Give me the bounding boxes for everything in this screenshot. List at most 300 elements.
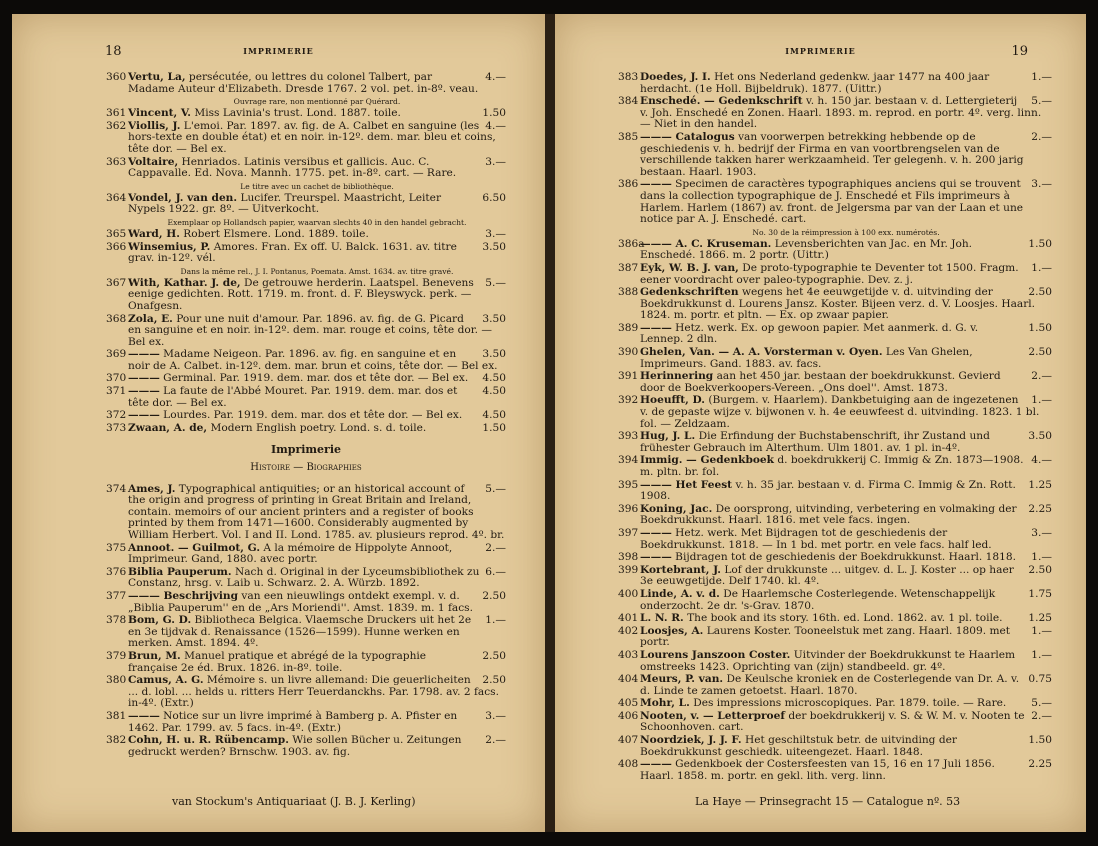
book-gutter (545, 14, 555, 832)
entry-author: Vincent, V. (128, 107, 191, 120)
entry-author: Vertu, La, (128, 71, 186, 83)
entry-author: Hoeufft, D. (640, 394, 705, 407)
entry-price: 4.— (485, 119, 506, 132)
catalogue-entry (106, 278, 506, 313)
catalogue-entry (618, 287, 1052, 322)
entry-text (640, 674, 1052, 697)
entry-price: 2.25 (1028, 758, 1052, 771)
entry-author: Linde, A. v. d. (640, 587, 720, 600)
entry-price: 2.— (485, 734, 506, 747)
entry-number: 383 (618, 71, 639, 83)
entry-price: 3.50 (482, 240, 506, 253)
catalogue-entry (106, 108, 506, 120)
entry-number: 400 (618, 587, 639, 600)
catalogue-entry (618, 179, 1052, 225)
entry-text (640, 613, 1052, 625)
entry-description: Laurens Koster. Tooneelstuk met zang. Haarl. 1809. met portr. (640, 624, 1011, 649)
entry-text (128, 386, 506, 409)
entry-author: Lourens Janszoon Coster. (640, 648, 791, 661)
book-spread (12, 14, 1086, 832)
entry-price: 2.50 (1028, 563, 1052, 576)
catalogue-entries (106, 72, 506, 759)
entry-number: 380 (106, 674, 127, 687)
entry-description: Wie sollen Bücher u. Zeitungen gedruckt werden? Brnschw. 1903. av. fig. (128, 734, 462, 758)
entry-description: Specimen de caractères typographiques anciens qui se trouvent dans la collection typographique de J. Enschedé et Fils imprimeurs à Harlem. Harlem (1867) av. front. de Jelgersma par van der Laan et une notice par A. J. Enschedé. cart. (640, 178, 1024, 226)
entry-author: Camus, A. G. (128, 674, 204, 687)
section-subheading: Histoire — Biographies (250, 462, 362, 474)
entry-author: L. N. R. (640, 612, 684, 625)
entry-text (640, 455, 1052, 478)
entry-price: 4.— (1031, 454, 1052, 467)
catalogue-entry (618, 480, 1052, 503)
catalogue-entry (106, 193, 506, 216)
entry-number: 397 (618, 526, 639, 539)
catalogue-entry (618, 263, 1052, 286)
entry-author: ——— (128, 372, 160, 385)
entry-price: 6.50 (482, 191, 506, 204)
entry-text (128, 567, 506, 590)
catalogue-entry (106, 651, 506, 674)
entry-description: Modern English poetry. Lond. s. d. toile. (210, 421, 427, 434)
catalogue-entry (106, 72, 506, 95)
catalogue-entry (106, 711, 506, 734)
catalogue-entry (618, 528, 1052, 551)
entry-price: 1.— (1031, 551, 1052, 564)
entry-description: aan het 450 jar. bestaan der boekdrukkunst. Gevierd door de Boekverkoopers-Vereen. „Ons doel''. Amst. 1873. (640, 370, 1001, 394)
entry-text (640, 480, 1052, 503)
entry-number: 365 (106, 227, 127, 240)
catalogue-entry (106, 675, 506, 710)
entry-author: With, Kathar. J. de, (128, 276, 241, 289)
entry-text (128, 108, 506, 120)
catalogue-entry (618, 759, 1052, 782)
entry-price: 4.50 (482, 372, 506, 385)
entry-author: Ames, J. (128, 482, 176, 495)
entry-text (128, 278, 506, 313)
entry-text (128, 349, 506, 372)
entry-price: 2.50 (1028, 286, 1052, 299)
entry-price: 2.50 (482, 589, 506, 602)
entry-note: Ouvrage rare, non mentionné par Quérard. (233, 97, 401, 107)
entry-price: 1.50 (1028, 734, 1052, 747)
entry-author: ——— Het Feest (640, 478, 733, 491)
entry-price: 1.— (1031, 624, 1052, 637)
catalogue-entry (106, 484, 506, 542)
entry-description: Miss Lavinia's trust. Lond. 1887. toile. (194, 107, 401, 120)
entry-text (640, 347, 1052, 370)
entry-number: 405 (618, 697, 639, 710)
entry-number: 401 (618, 612, 639, 625)
entry-price: 2.25 (1028, 502, 1052, 515)
entry-description: L'emoi. Par. 1897. av. fig. de A. Calbet en sanguine (les hors-texte en double état) et en noir. in-12º. dem. mar. bleu et coins, tête dor. — Bel ex. (128, 119, 496, 155)
entry-number: 392 (618, 394, 639, 407)
entry-text (128, 72, 506, 95)
entry-text (640, 323, 1052, 346)
entry-number: 370 (106, 372, 127, 385)
entry-description: Hetz. werk. Ex. op gewoon papier. Met aanmerk. d. G. v. Lennep. 2 dln. (640, 321, 979, 346)
entry-text (640, 96, 1052, 131)
catalogue-entry (618, 626, 1052, 649)
entry-price: 5.— (1031, 95, 1052, 108)
entry-description: Lourdes. Par. 1919. dem. mar. dos et tête dor. — Bel ex. (163, 409, 463, 422)
entry-text (128, 373, 506, 385)
entry-text (640, 759, 1052, 782)
entry-number: 389 (618, 321, 639, 334)
catalogue-entry (106, 386, 506, 409)
entry-number: 368 (106, 312, 127, 325)
entry-description: La faute de l'Abbé Mouret. Par. 1919. dem. mar. dos et tête dor. — Bel ex. (128, 385, 458, 409)
entry-price: 3.— (1031, 178, 1052, 191)
entry-price: 0.75 (1028, 673, 1052, 686)
entry-text (640, 735, 1052, 758)
entry-text (128, 157, 506, 180)
entry-description: (Burgem. v. Haarlem). Dankbetuiging aan de ingezetenen v. de gepaste wijze v. bijwonen v. h. 4e eeuwfeest d. uitvinding. 1823. 1 bl. fol. — Zeldzaam. (640, 394, 1040, 430)
entry-price: 1.— (1031, 71, 1052, 83)
entry-number: 393 (618, 430, 639, 443)
entry-price: 2.50 (482, 674, 506, 687)
entry-text (128, 675, 506, 710)
catalogue-entry (106, 543, 506, 566)
entry-description: De proto-typographie te Deventer tot 1500. Fragm. eener voordracht over paleo-typographie. Dev. z. j. (640, 261, 1019, 286)
entry-text (128, 543, 506, 566)
entry-number: 387 (618, 261, 639, 274)
catalogue-entry (618, 735, 1052, 758)
page-footer: La Haye — Prinsegracht 15 — Catalogue nº. 53 (695, 795, 961, 808)
entry-text (640, 565, 1052, 588)
left-page (12, 14, 545, 832)
catalogue-entry (618, 96, 1052, 131)
entry-description: Mémoire s. un livre allemand: Die geuerlicheiten ... d. lobl. ... helds u. ritters Herr Teuerdanckhs. Par. 1798. av. 2 facs. in-4º. (Extr.) (128, 674, 499, 710)
entry-price: 3.50 (1028, 430, 1052, 443)
entry-description: Typographical antiquities; or an historical account of the origin and progress of printing in Great Britain and Ireland, contain. memoirs of our ancient printers and a register of books printed by them from 1471—1600. Considerably augmented by William Herbert. Vol. I and II. Lond. 1785. av. plusieurs reprod. 4º. br. (128, 482, 505, 541)
entry-description: Nach d. Original in der Lyceumsbibliothek zu Constanz, hrsg. v. Laib u. Schwarz. 2. A. Würzb. 1892. (128, 565, 480, 590)
entry-description: Manuel pratique et abrégé de la typographie française 2e éd. Brux. 1826. in-8º. toile. (128, 649, 427, 674)
entry-author: Koning, Jac. (640, 502, 713, 515)
entry-author: Meurs, P. van. (640, 673, 724, 686)
entry-author: ——— (128, 709, 160, 722)
entry-author: Biblia Pauperum. (128, 565, 232, 578)
entry-number: 399 (618, 563, 639, 576)
catalogue-entry (618, 323, 1052, 346)
entry-description: Lof der drukkunste ... uitgev. d. L. J. Koster ... op haer 3e eeuwgetijde. Delf 1740. kl. 4º. (640, 563, 1014, 588)
entry-description: d. boekdrukkerij C. Immig & Zn. 1873—1908. m. pltn. br. fol. (640, 454, 1024, 478)
entry-text (640, 650, 1052, 673)
entry-description: Bibliotheca Belgica. Vlaemsche Druckers uit het 2e en 3e tijdvak d. Renaissance (1526—1599). Hunne werken en merken. Amst. 1894. 4º. (128, 614, 472, 650)
entry-description: De getrouwe herderin. Laatspel. Benevens eenige gedichten. Rott. 1719. m. front. d. F. Bleyswyck. perk. — Onafgesn. (128, 276, 474, 312)
entry-number: 394 (618, 454, 639, 467)
entry-description: wegens het 4e eeuwgetijde v. d. uitvinding der Boekdrukkunst d. Lourens Jansz. Koster. Bijeen verz. d. V. Loosjes. Haarl. 1824. m. portr. et pltn. — Ex. op zwaar papier. (640, 286, 1036, 322)
entry-price: 1.25 (1028, 478, 1052, 491)
entry-description: Bijdragen tot de geschiedenis der Boekdrukkunst. Haarl. 1818. (675, 551, 1016, 564)
entry-description: Pour une nuit d'amour. Par. 1896. av. fig. de G. Picard en sanguine et en noir. in-12º. dem. mar. rouge et coins, tête dor. — Bel ex. (128, 312, 492, 348)
entry-text (128, 229, 506, 241)
entry-price: 5.— (485, 482, 506, 495)
entry-author: Eyk, W. B. J. van, (640, 261, 739, 274)
entry-text (640, 263, 1052, 286)
entry-note: Le titre avec un cachet de bibliothèque. (240, 181, 394, 191)
entry-description: Germinal. Par. 1919. dem. mar. dos et tête dor. — Bel ex. (163, 372, 469, 385)
entry-price: 1.— (1031, 394, 1052, 407)
entry-price: 3.— (485, 227, 506, 240)
entry-number: 404 (618, 673, 639, 686)
section-heading: Imprimerie (270, 443, 342, 457)
entry-description: Die Erfindung der Buchstabenschrift, ihr Zustand und frühester Gebrauch im Alterthum. Ulm 1801. av. 1 pl. in-4º. (640, 430, 990, 454)
catalogue-entries (618, 72, 1052, 783)
entry-number: 362 (106, 119, 127, 132)
entry-author: Winsemius, P. (128, 240, 211, 253)
entry-text (640, 552, 1052, 564)
entry-author: ——— (640, 178, 672, 191)
entry-price: 2.— (485, 541, 506, 554)
entry-text (128, 121, 506, 156)
entry-author: Doedes, J. I. (640, 71, 711, 83)
entry-number: 391 (618, 370, 639, 383)
entry-author: Voltaire, (128, 155, 179, 168)
entry-text (640, 431, 1052, 454)
entry-price: 3.— (485, 155, 506, 168)
catalogue-entry (618, 674, 1052, 697)
entry-description: De Keulsche kroniek en de Costerlegende van Dr. A. v. d. Linde te zamen getoetst. Haarl. 1870. (640, 673, 1020, 697)
entry-text (640, 72, 1052, 95)
entry-description: van een nieuwlings ontdekt exempl. v. d. „Biblia Pauperum'' en de „Ars Moriendi''. Amst. 1839. m. 1 facs. (128, 589, 473, 614)
entry-description: Henriados. Latinis versibus et gallicis. Auc. C. Cappavalle. Ed. Nova. Mannh. 1775. pet. in-8º. cart. — Rare. (128, 155, 457, 180)
catalogue-entry (618, 431, 1052, 454)
entry-number: 382 (106, 734, 127, 747)
entry-text (128, 242, 506, 265)
entry-text (640, 698, 1052, 710)
entry-author: ——— (128, 385, 160, 398)
entry-price: 4.50 (482, 409, 506, 422)
entry-number: 376 (106, 565, 127, 578)
entry-author: ——— Catalogus (640, 130, 735, 143)
entry-text (640, 711, 1052, 734)
entry-author: ——— (640, 321, 672, 334)
entry-price: 4.— (485, 71, 506, 83)
catalogue-entry (618, 455, 1052, 478)
entry-number: 385 (618, 130, 639, 143)
entry-author: ——— (128, 348, 160, 361)
entry-description: Het ons Nederland gedenkw. jaar 1477 na 400 jaar herdacht. (1e Holl. Bijbeldruk). 1877. (Uittr.) (640, 71, 990, 95)
entry-description: Lucifer. Treurspel. Maastricht, Leiter Nypels 1922. gr. 8º. — Uitverkocht. (128, 191, 442, 216)
entry-price: 1.50 (1028, 237, 1052, 250)
entry-author: Mohr, L. (640, 697, 690, 710)
entry-price: 1.50 (482, 421, 506, 434)
entry-author: Loosjes, A. (640, 624, 704, 637)
entry-text (128, 423, 506, 435)
entry-number: 375 (106, 541, 127, 554)
entry-number: 386 (618, 178, 639, 191)
catalogue-entry (618, 504, 1052, 527)
entry-description: Les Van Ghelen, Imprimeurs. Gand. 1883. av. facs. (640, 346, 973, 370)
catalogue-entry (618, 132, 1052, 178)
running-head: IMPRIMERIE (785, 46, 856, 56)
entry-text (640, 179, 1052, 225)
entry-description: v. h. 35 jar. bestaan v. d. Firma C. Immig & Zn. Rott. 1908. (640, 478, 1016, 503)
catalogue-entry (106, 423, 506, 435)
entry-number: 388 (618, 286, 639, 299)
entry-text (640, 132, 1052, 178)
entry-description: Het geschiltstuk betr. de uitvinding der Boekdrukkunst geschiedk. uiteengezet. Haarl. 1848. (640, 734, 957, 758)
catalogue-entry (618, 347, 1052, 370)
entry-number: 372 (106, 409, 127, 422)
entry-price: 1.50 (1028, 321, 1052, 334)
entry-author: Kortebrant, J. (640, 563, 721, 576)
entry-number: 378 (106, 614, 127, 627)
entry-number: 396 (618, 502, 639, 515)
entry-author: Zola, E. (128, 312, 173, 325)
entry-price: 1.75 (1028, 587, 1052, 600)
entry-author: Herinnering (640, 370, 714, 383)
entry-number: 390 (618, 346, 639, 359)
running-head: IMPRIMERIE (243, 46, 314, 56)
entry-author: Ghelen, Van. — A. A. Vorsterman v. Oyen. (640, 346, 883, 359)
entry-text (128, 651, 506, 674)
entry-author: ——— (128, 409, 160, 422)
entry-description: Gedenkboek der Costersfeesten van 15, 16 en 17 Juli 1856. Haarl. 1858. m. portr. en gekl. lith. verg. linn. (640, 758, 995, 782)
entry-number: 361 (106, 107, 127, 120)
catalogue-entry (618, 698, 1052, 710)
entry-price: 3.— (485, 709, 506, 722)
entry-text (128, 193, 506, 216)
entry-text (640, 589, 1052, 612)
entry-author: ——— (640, 758, 672, 771)
catalogue-entry (106, 157, 506, 180)
catalogue-entry (618, 650, 1052, 673)
entry-description: van voorwerpen betrekking hebbende op de geschiedenis v. h. bedrijf der Firma en van voortbrengselen van de verschillende takken harer werkzaamheid. Ter gelegenh. v. h. 200 jarig bestaan. Haarl. 1903. (640, 130, 1024, 178)
entry-number: 395 (618, 478, 639, 491)
entry-text (640, 371, 1052, 394)
catalogue-entry (618, 565, 1052, 588)
entry-author: Brun, M. (128, 649, 181, 662)
entry-description: v. h. 150 jar. bestaan v. d. Lettergieterij v. Joh. Enschedé en Zonen. Haarl. 1893. m. reprod. en portr. 4º. verg. linn. — Niet in den handel. (640, 95, 1042, 131)
entry-text (128, 735, 506, 758)
entry-description: Amores. Fran. Ex off. U. Balck. 1631. av. titre grav. in-12º. vél. (128, 240, 457, 265)
entry-description: De oorsprong, uitvinding, verbetering en volmaking der Boekdrukkunst. Haarl. 1816. met vele facs. ingen. (640, 502, 1017, 527)
entry-number: 364 (106, 191, 127, 204)
entry-author: Viollis, J. (128, 119, 181, 132)
entry-price: 5.— (1031, 697, 1052, 710)
catalogue-entry (106, 410, 506, 422)
catalogue-entry (106, 735, 506, 758)
catalogue-entry (106, 242, 506, 265)
entry-text (640, 287, 1052, 322)
entry-description: Uitvinder der Boekdrukkunst te Haarlem omstreeks 1423. Oprichting van (zijn) standbeeld. gr. 4º. (640, 648, 1016, 673)
entry-number: 408 (618, 758, 639, 771)
entry-number: 386a (618, 237, 645, 250)
entry-number: 406 (618, 709, 639, 722)
entry-text (128, 591, 506, 614)
entry-description: De Haarlemsche Costerlegende. Wetenschappelijk onderzocht. 2e dr. 's-Grav. 1870. (640, 587, 996, 612)
entry-number: 379 (106, 649, 127, 662)
entry-price: 3.50 (482, 312, 506, 325)
entry-description: Madame Neigeon. Par. 1896. av. fig. en sanguine et en noir de A. Calbet. in-12º. dem. mar. brun et coins, tête dor. — Bel ex. (128, 348, 498, 372)
entry-number: 381 (106, 709, 127, 722)
entry-description: Notice sur un livre imprimé à Bamberg p. A. Pfister en 1462. Par. 1799. av. 5 facs. in-4º. (Extr.) (128, 709, 458, 734)
entry-text (128, 711, 506, 734)
catalogue-entry (618, 72, 1052, 95)
catalogue-entry (106, 591, 506, 614)
entry-text (128, 410, 506, 422)
entry-price: 6.— (485, 565, 506, 578)
entry-number: 367 (106, 276, 127, 289)
entry-text (128, 484, 506, 542)
entry-description: The book and its story. 16th. ed. Lond. 1862. av. 1 pl. toile. (687, 612, 1003, 625)
entry-price: 2.— (1031, 370, 1052, 383)
entry-number: 407 (618, 734, 639, 747)
entry-number: 363 (106, 155, 127, 168)
entry-author: Noordziek, J. J. F. (640, 734, 742, 747)
entry-author: Cohn, H. u. R. Rübencamp. (128, 734, 289, 747)
entry-number: 374 (106, 482, 127, 495)
catalogue-entry (618, 371, 1052, 394)
entry-text (640, 504, 1052, 527)
entry-author: Ward, H. (128, 227, 180, 240)
entry-note: Dans la même rel., J. I. Pontanus, Poemata. Amst. 1634. av. titre gravé. (180, 266, 454, 276)
entry-description: persécutée, ou lettres du colonel Talbert, par Madame Auteur d'Elizabeth. Dresde 1767. 2 vol. pet. in-8º. veau. (128, 71, 479, 95)
entry-description: Robert Elsmere. Lond. 1889. toile. (183, 227, 369, 240)
entry-description: A la mémoire de Hippolyte Annoot, Imprimeur. Gand, 1880. avec portr. (128, 541, 453, 566)
entry-author: Nooten, v. — Letterproef (640, 709, 785, 722)
right-page (555, 14, 1086, 832)
entry-text (128, 615, 506, 650)
entry-author: ——— (640, 551, 672, 564)
entry-number: 360 (106, 71, 127, 83)
entry-author: ——— Beschrijving (128, 589, 239, 602)
entry-author: Zwaan, A. de, (128, 421, 208, 434)
catalogue-entry (618, 239, 1052, 262)
catalogue-entry (106, 314, 506, 349)
entry-author: Gedenkschriften (640, 286, 739, 299)
entry-author: Hug, J. L. (640, 430, 696, 443)
entry-price: 5.— (485, 276, 506, 289)
entry-description: Des impressions microscopiques. Par. 1879. toile. — Rare. (693, 697, 1007, 710)
catalogue-entry (618, 711, 1052, 734)
entry-text (128, 314, 506, 349)
entry-number: 398 (618, 551, 639, 564)
page-number: 18 (105, 44, 122, 59)
entry-author: Vondel, J. van den. (128, 191, 238, 204)
entry-text (640, 395, 1052, 430)
catalogue-entry (618, 589, 1052, 612)
entry-text (640, 528, 1052, 551)
entry-price: 1.— (485, 614, 506, 627)
entry-number: 384 (618, 95, 639, 108)
catalogue-entry (106, 567, 506, 590)
entry-price: 3.50 (482, 348, 506, 361)
catalogue-entry (618, 395, 1052, 430)
entry-number: 403 (618, 648, 639, 661)
catalogue-entry (106, 229, 506, 241)
entry-text (640, 626, 1052, 649)
entry-number: 402 (618, 624, 639, 637)
entry-price: 3.— (1031, 526, 1052, 539)
entry-number: 377 (106, 589, 127, 602)
entry-price: 2.50 (482, 649, 506, 662)
entry-number: 371 (106, 385, 127, 398)
catalogue-entry (106, 373, 506, 385)
entry-description: der boekdrukkerij v. S. & W. M. v. Nooten te Schoonhoven. cart. (640, 709, 1025, 734)
entry-price: 1.— (1031, 648, 1052, 661)
entry-note: No. 30 de la réimpression à 100 exx. numérotés. (752, 227, 940, 237)
entry-author: Annoot. — Guilmot, G. (128, 541, 261, 554)
entry-price: 2.— (1031, 709, 1052, 722)
entry-price: 2.50 (1028, 346, 1052, 359)
entry-author: Immig. — Gedenkboek (640, 454, 774, 467)
entry-price: 4.50 (482, 385, 506, 398)
entry-description: Hetz. werk. Met Bijdragen tot de geschiedenis der Boekdrukkunst. 1818. — In 1 bd. met portr. en vele facs. half led. (640, 526, 992, 551)
entry-number: 366 (106, 240, 127, 253)
catalogue-entry (618, 552, 1052, 564)
